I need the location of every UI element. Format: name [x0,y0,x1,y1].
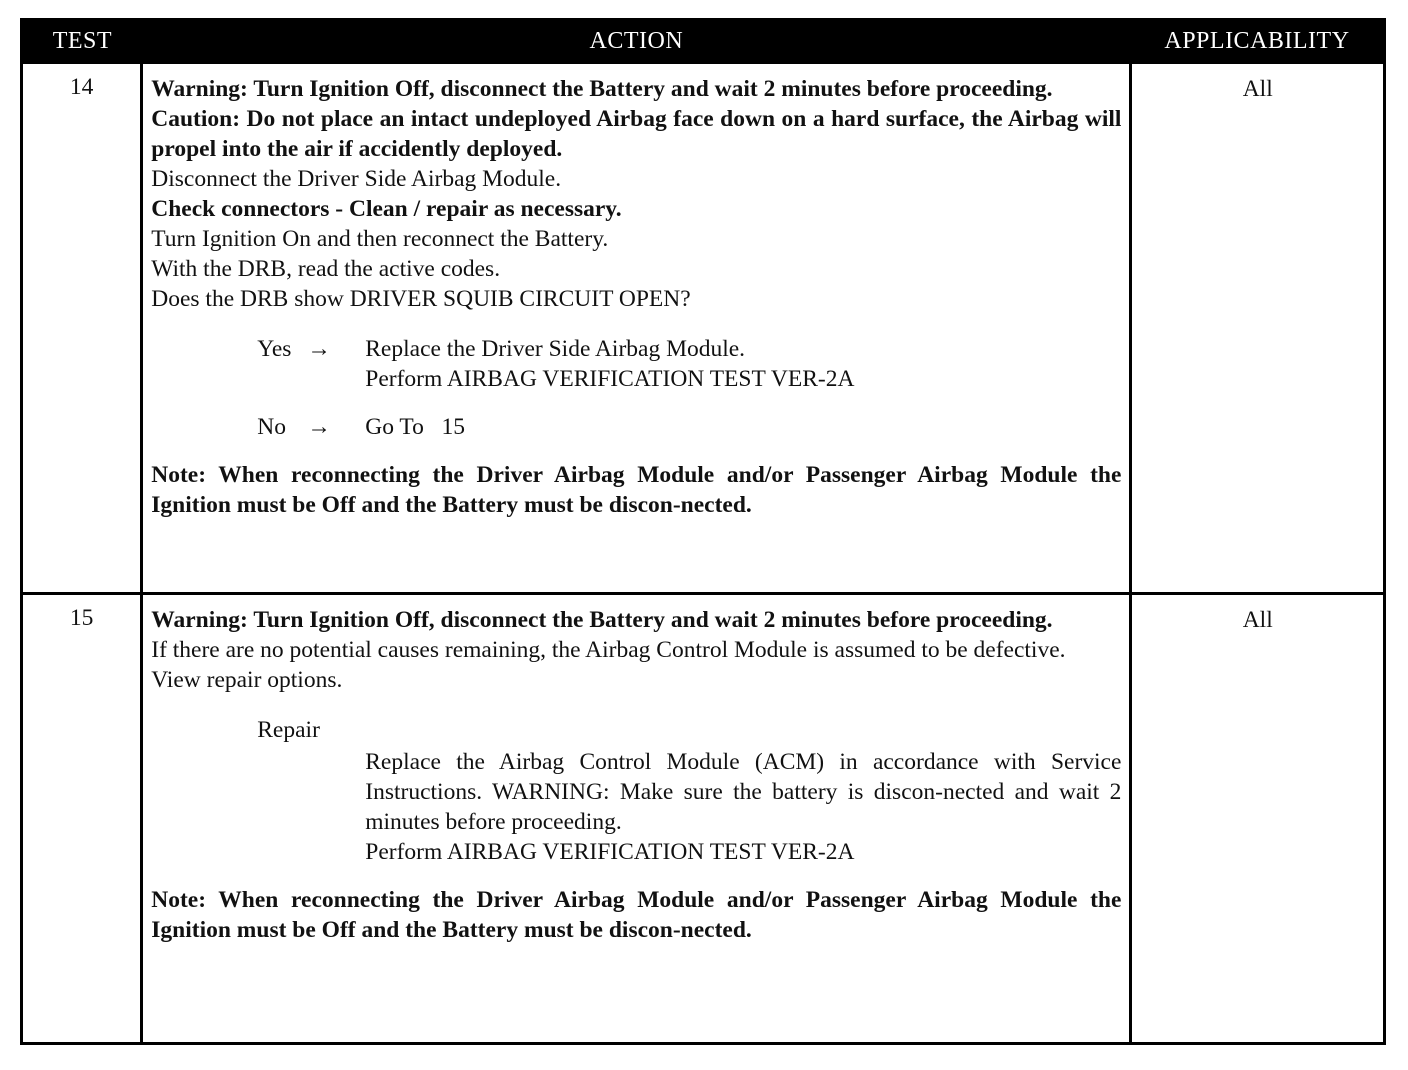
test-number: 14 [22,63,142,594]
yes-action-text: Replace the Driver Side Airbag Module. [365,336,746,362]
table-row [22,63,1385,594]
caution-text: Caution: Do not place an intact undeployed Airbag face down on a hard surface, the Airbag will propel into the air if accidently deployed. [151,106,1122,162]
arrow-icon: → [307,414,331,440]
note-text: Note: When reconnecting the Driver Airbag Module and/or Passenger Airbag Module the Ignition must be Off and the Battery must be discon-nected. [151,462,1122,518]
step-text: View repair options. [151,667,343,693]
repair-perform-text: Perform AIRBAG VERIFICATION TEST VER-2A [365,839,855,865]
header-applicability: APPLICABILITY [1131,20,1385,63]
diagnostic-procedure-table [20,18,1386,1045]
yes-perform-text: Perform AIRBAG VERIFICATION TEST VER-2A [365,366,855,392]
step-text: With the DRB, read the active codes. [151,256,501,282]
repair-label: Repair [257,717,320,743]
yes-option [257,334,1121,394]
note-text: Note: When reconnecting the Driver Airbag Module and/or Passenger Airbag Module the Ignition must be Off and the Battery must be discon-nected. [151,887,1122,943]
no-label: No [257,414,286,440]
action-cell [142,63,1131,594]
question-text: Does the DRB show DRIVER SQUIB CIRCUIT OPEN? [151,286,691,312]
test-number: 15 [22,594,142,1044]
applicability-value: All [1131,63,1385,594]
arrow-icon: → [307,336,331,362]
step-text: If there are no potential causes remaining, the Airbag Control Module is assumed to be defective. [151,637,1066,663]
table-header-row [22,20,1385,63]
step-text: Turn Ignition On and then reconnect the Battery. [151,226,609,252]
action-cell [142,594,1131,1044]
warning-text: Warning: Turn Ignition Off, disconnect the Battery and wait 2 minutes before proceeding. [151,607,1053,633]
warning-text: Warning: Turn Ignition Off, disconnect the Battery and wait 2 minutes before proceeding. [151,76,1053,102]
applicability-value: All [1131,594,1385,1044]
yes-label: Yes [257,336,292,362]
repair-text: Replace the Airbag Control Module (ACM) in accordance with Service Instructions. WARNING: Make sure the battery is discon-nected and wait 2 minutes before proceeding. [365,749,1122,835]
table-row [22,594,1385,1044]
check-text: Check connectors - Clean / repair as necessary. [151,196,622,222]
no-action-text: Go To 15 [365,414,466,440]
step-text: Disconnect the Driver Side Airbag Module. [151,166,562,192]
no-option [257,412,1121,442]
header-action: ACTION [142,20,1131,63]
header-test: TEST [22,20,142,63]
